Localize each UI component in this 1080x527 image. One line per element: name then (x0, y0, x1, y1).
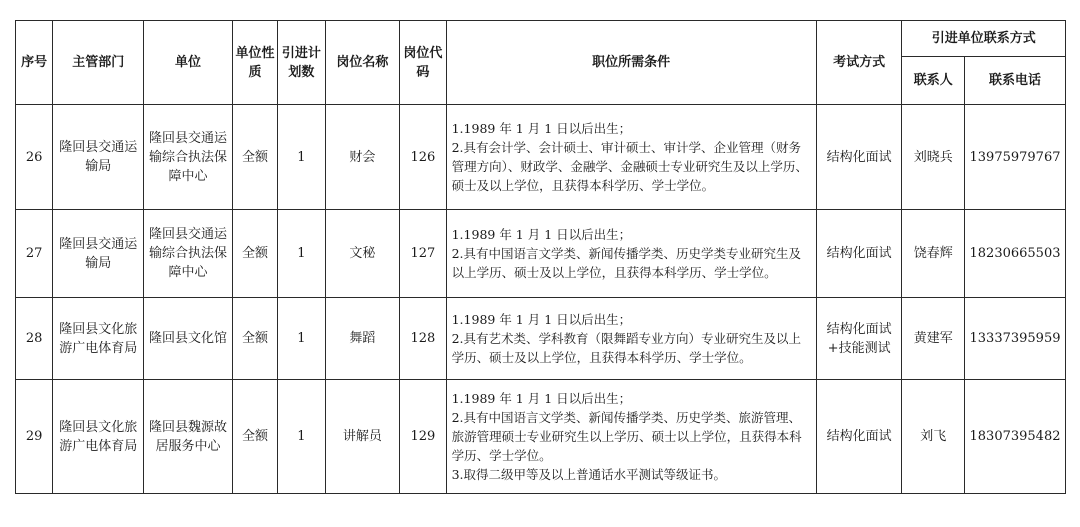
row-contact: 饶春辉 (902, 210, 965, 298)
row-post-name: 文秘 (325, 210, 400, 298)
requirement-line: 3.取得二级甲等及以上普通话水平测试等级证书。 (451, 467, 727, 482)
row-contact: 刘飞 (902, 380, 965, 494)
row-no: 28 (16, 298, 53, 380)
row-phone: 13975979767 (965, 105, 1066, 210)
row-contact: 刘晓兵 (902, 105, 965, 210)
row-unit: 隆回县交通运输综合执法保障中心 (144, 210, 233, 298)
row-post-code: 129 (400, 380, 446, 494)
row-unit: 隆回县交通运输综合执法保障中心 (144, 105, 233, 210)
row-plan: 1 (278, 298, 325, 380)
row-no: 26 (16, 105, 53, 210)
row-phone: 18230665503 (965, 210, 1066, 298)
row-phone: 13337395959 (965, 298, 1066, 380)
requirement-line: 2.具有艺术类、学科教育（限舞蹈专业方向）专业研究生及以上学历、硕士及以上学位，且获得本科学历、学士学位。 (451, 331, 802, 365)
row-requirements (446, 298, 816, 380)
row-dept: 隆回县文化旅游广电体育局 (53, 380, 144, 494)
requirement-line: 2.具有会计学、会计硕士、审计硕士、审计学、企业管理（财务管理方向）、财政学、金融学、金融硕士专业研究生及以上学历、硕士及以上学位，且获得本科学历、学士学位。 (451, 140, 808, 193)
row-dept: 隆回县交通运输局 (53, 210, 144, 298)
row-exam: 结构化面试 (816, 380, 902, 494)
header-nature: 单位性质 (232, 21, 277, 105)
header-dept: 主管部门 (53, 21, 144, 105)
row-post-name: 财会 (325, 105, 400, 210)
requirement-line: 1.1989 年 1 月 1 日以后出生； (451, 391, 632, 406)
row-exam: 结构化面试 (816, 105, 902, 210)
row-plan: 1 (278, 105, 325, 210)
header-contact-person: 联系人 (902, 57, 965, 105)
row-nature: 全额 (232, 380, 277, 494)
row-no: 27 (16, 210, 53, 298)
row-phone: 18307395482 (965, 380, 1066, 494)
table-row (16, 210, 1066, 298)
row-plan: 1 (278, 380, 325, 494)
requirement-line: 1.1989 年 1 月 1 日以后出生； (451, 121, 632, 136)
header-no: 序号 (16, 21, 53, 105)
table-row (16, 380, 1066, 494)
header-requirements: 职位所需条件 (446, 21, 816, 105)
row-unit: 隆回县文化馆 (144, 298, 233, 380)
row-requirements (446, 105, 816, 210)
row-post-code: 127 (400, 210, 446, 298)
table-row (16, 105, 1066, 210)
requirement-line: 2.具有中国语言文学类、新闻传播学类、历史学类专业研究生及以上学历、硕士及以上学位，且获得本科学历、学士学位。 (451, 246, 802, 280)
row-dept: 隆回县交通运输局 (53, 105, 144, 210)
row-dept: 隆回县文化旅游广电体育局 (53, 298, 144, 380)
row-exam: 结构化面试+技能测试 (816, 298, 902, 380)
recruitment-table (15, 20, 1066, 494)
row-post-code: 128 (400, 298, 446, 380)
row-requirements (446, 380, 816, 494)
header-exam: 考试方式 (816, 21, 902, 105)
header-contact-group: 引进单位联系方式 (902, 21, 1066, 57)
row-post-name: 讲解员 (325, 380, 400, 494)
requirement-line: 1.1989 年 1 月 1 日以后出生； (451, 227, 632, 242)
requirement-line: 1.1989 年 1 月 1 日以后出生； (451, 312, 632, 327)
header-row (16, 21, 1066, 57)
row-post-name: 舞蹈 (325, 298, 400, 380)
row-nature: 全额 (232, 105, 277, 210)
row-post-code: 126 (400, 105, 446, 210)
header-post-name: 岗位名称 (325, 21, 400, 105)
row-exam: 结构化面试 (816, 210, 902, 298)
row-plan: 1 (278, 210, 325, 298)
header-plan: 引进计划数 (278, 21, 325, 105)
row-requirements (446, 210, 816, 298)
table-row (16, 298, 1066, 380)
header-contact-phone: 联系电话 (965, 57, 1066, 105)
requirement-line: 2.具有中国语言文学类、新闻传播学类、历史学类、旅游管理、旅游管理硕士专业研究生以上学历、硕士以上学位，且获得本科学历、学士学位。 (451, 410, 802, 463)
header-unit: 单位 (144, 21, 233, 105)
row-nature: 全额 (232, 298, 277, 380)
row-unit: 隆回县魏源故居服务中心 (144, 380, 233, 494)
header-post-code: 岗位代码 (400, 21, 446, 105)
row-no: 29 (16, 380, 53, 494)
row-contact: 黄建军 (902, 298, 965, 380)
row-nature: 全额 (232, 210, 277, 298)
